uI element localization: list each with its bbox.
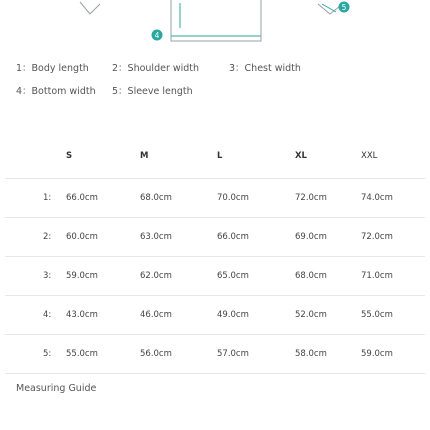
marker-4-label: 4 xyxy=(154,30,160,40)
cell-value: 68.0cm xyxy=(140,179,217,218)
cell-value: 60.0cm xyxy=(66,218,140,257)
table-row xyxy=(5,218,425,257)
row-label: 3: xyxy=(5,257,66,296)
cell-value: 49.0cm xyxy=(217,296,295,335)
header-size-s: S xyxy=(66,134,140,179)
cell-value: 43.0cm xyxy=(66,296,140,335)
cell-value: 56.0cm xyxy=(140,335,217,374)
header-size-xl: XL xyxy=(295,134,361,179)
cell-value: 74.0cm xyxy=(361,179,425,218)
cell-value: 55.0cm xyxy=(361,296,425,335)
header-size-l: L xyxy=(217,134,295,179)
row-label: 1: xyxy=(5,179,66,218)
cell-value: 68.0cm xyxy=(295,257,361,296)
cell-value: 69.0cm xyxy=(295,218,361,257)
right-sleeve-outline xyxy=(318,4,340,14)
marker-5-icon xyxy=(339,2,350,13)
table-row xyxy=(5,335,425,374)
row-label: 2: xyxy=(5,218,66,257)
cell-value: 46.0cm xyxy=(140,296,217,335)
legend-body-length: 1：Body length xyxy=(16,63,89,74)
table-row xyxy=(5,296,425,335)
table-row xyxy=(5,179,425,218)
cell-value: 58.0cm xyxy=(295,335,361,374)
sleeve-length-line xyxy=(322,4,336,12)
measuring-guide-heading: Measuring Guide xyxy=(16,383,97,394)
legend-bottom-width: 4：Bottom width xyxy=(16,86,96,97)
cell-value: 66.0cm xyxy=(66,179,140,218)
cell-value: 66.0cm xyxy=(217,218,295,257)
measurement-legend xyxy=(16,60,329,106)
cell-value: 65.0cm xyxy=(217,257,295,296)
table-header-row xyxy=(5,134,425,179)
marker-5-label: 5 xyxy=(341,2,347,12)
cell-value: 62.0cm xyxy=(140,257,217,296)
legend-shoulder-width: 2：Shoulder width xyxy=(112,63,200,74)
cell-value: 71.0cm xyxy=(361,257,425,296)
left-sleeve-outline xyxy=(80,2,100,14)
cell-value: 70.0cm xyxy=(217,179,295,218)
cell-value: 52.0cm xyxy=(295,296,361,335)
row-label: 5: xyxy=(5,335,66,374)
cell-value: 59.0cm xyxy=(361,335,425,374)
cell-value: 55.0cm xyxy=(66,335,140,374)
cell-value: 72.0cm xyxy=(295,179,361,218)
cell-value: 57.0cm xyxy=(217,335,295,374)
cell-value: 72.0cm xyxy=(361,218,425,257)
legend-row-2 xyxy=(16,83,329,97)
header-empty xyxy=(5,134,66,179)
header-size-m: M xyxy=(140,134,217,179)
table-row xyxy=(5,257,425,296)
cell-value: 63.0cm xyxy=(140,218,217,257)
cell-value: 59.0cm xyxy=(66,257,140,296)
marker-4-icon xyxy=(152,30,163,41)
legend-row-1 xyxy=(16,60,329,74)
legend-chest-width: 3：Chest width xyxy=(229,63,301,74)
header-size-xxl: XXL xyxy=(361,134,425,179)
garment-diagram xyxy=(0,0,430,50)
size-chart-table xyxy=(5,134,425,374)
legend-sleeve-length: 5：Sleeve length xyxy=(112,86,193,97)
row-label: 4: xyxy=(5,296,66,335)
body-outline xyxy=(171,0,261,41)
